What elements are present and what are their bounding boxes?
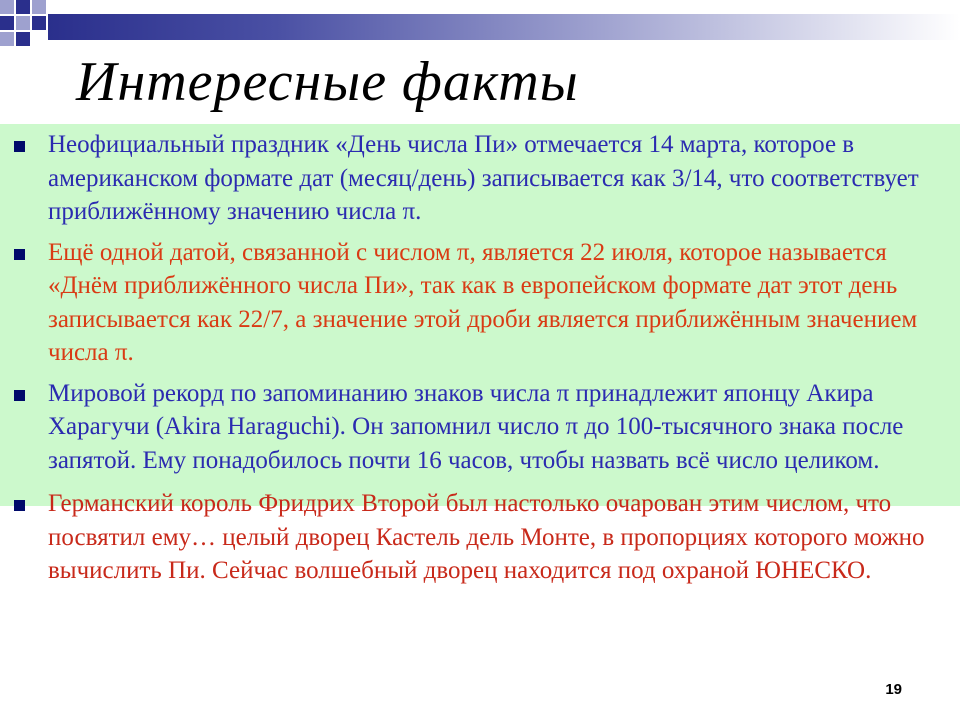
- decor-square: [0, 0, 14, 14]
- bullet-item: [0, 377, 960, 478]
- decor-square: [16, 0, 30, 14]
- bullet-text: Мировой рекорд по запоминанию знаков числа π принадлежит японцу Акира Харагучи (Akira Haraguchi). Он запомнил число π до 100-тысячного знака после запятой. Ему понадобилось почти 16 часов, чтобы назвать всё число целиком.: [48, 379, 904, 474]
- slide-title: Интересные факты: [76, 51, 579, 113]
- decor-square: [32, 0, 46, 14]
- square-bullet-icon: [14, 141, 25, 152]
- decor-square: [0, 32, 14, 46]
- bullet-text: Германский король Фридрих Второй был настолько очарован этим числом, что посвятил ему… целый дворец Кастель дель Монте, в пропорциях которого можно вычислить Пи. Сейчас волшебный дворец находится под охраной ЮНЕСКО.: [48, 490, 925, 584]
- bullet-list: [0, 128, 960, 588]
- header-bar: [48, 14, 960, 40]
- bullet-text: Ещё одной датой, связанной с числом π, является 22 июля, которое называется «Днём приближённого числа Пи», так как в европейском формате дат этот день записывается как 22/7, а значение этой дроби является приближённым значением числа π.: [48, 238, 918, 366]
- decor-square: [16, 32, 30, 46]
- bullet-item: [0, 128, 960, 229]
- decor-square: [16, 16, 30, 30]
- page-number: 19: [885, 681, 902, 698]
- square-bullet-icon: [14, 500, 25, 511]
- square-bullet-icon: [14, 390, 25, 401]
- bullet-item: [0, 236, 960, 370]
- square-bullet-icon: [14, 249, 25, 260]
- decor-square: [0, 16, 14, 30]
- bullet-item: [0, 487, 960, 588]
- bullet-text: Неофициальный праздник «День числа Пи» отмечается 14 марта, которое в американском формате дат (месяц/день) записывается как 3/14, что соответствует приближённому значению числа π.: [48, 131, 919, 225]
- decor-square: [32, 16, 46, 30]
